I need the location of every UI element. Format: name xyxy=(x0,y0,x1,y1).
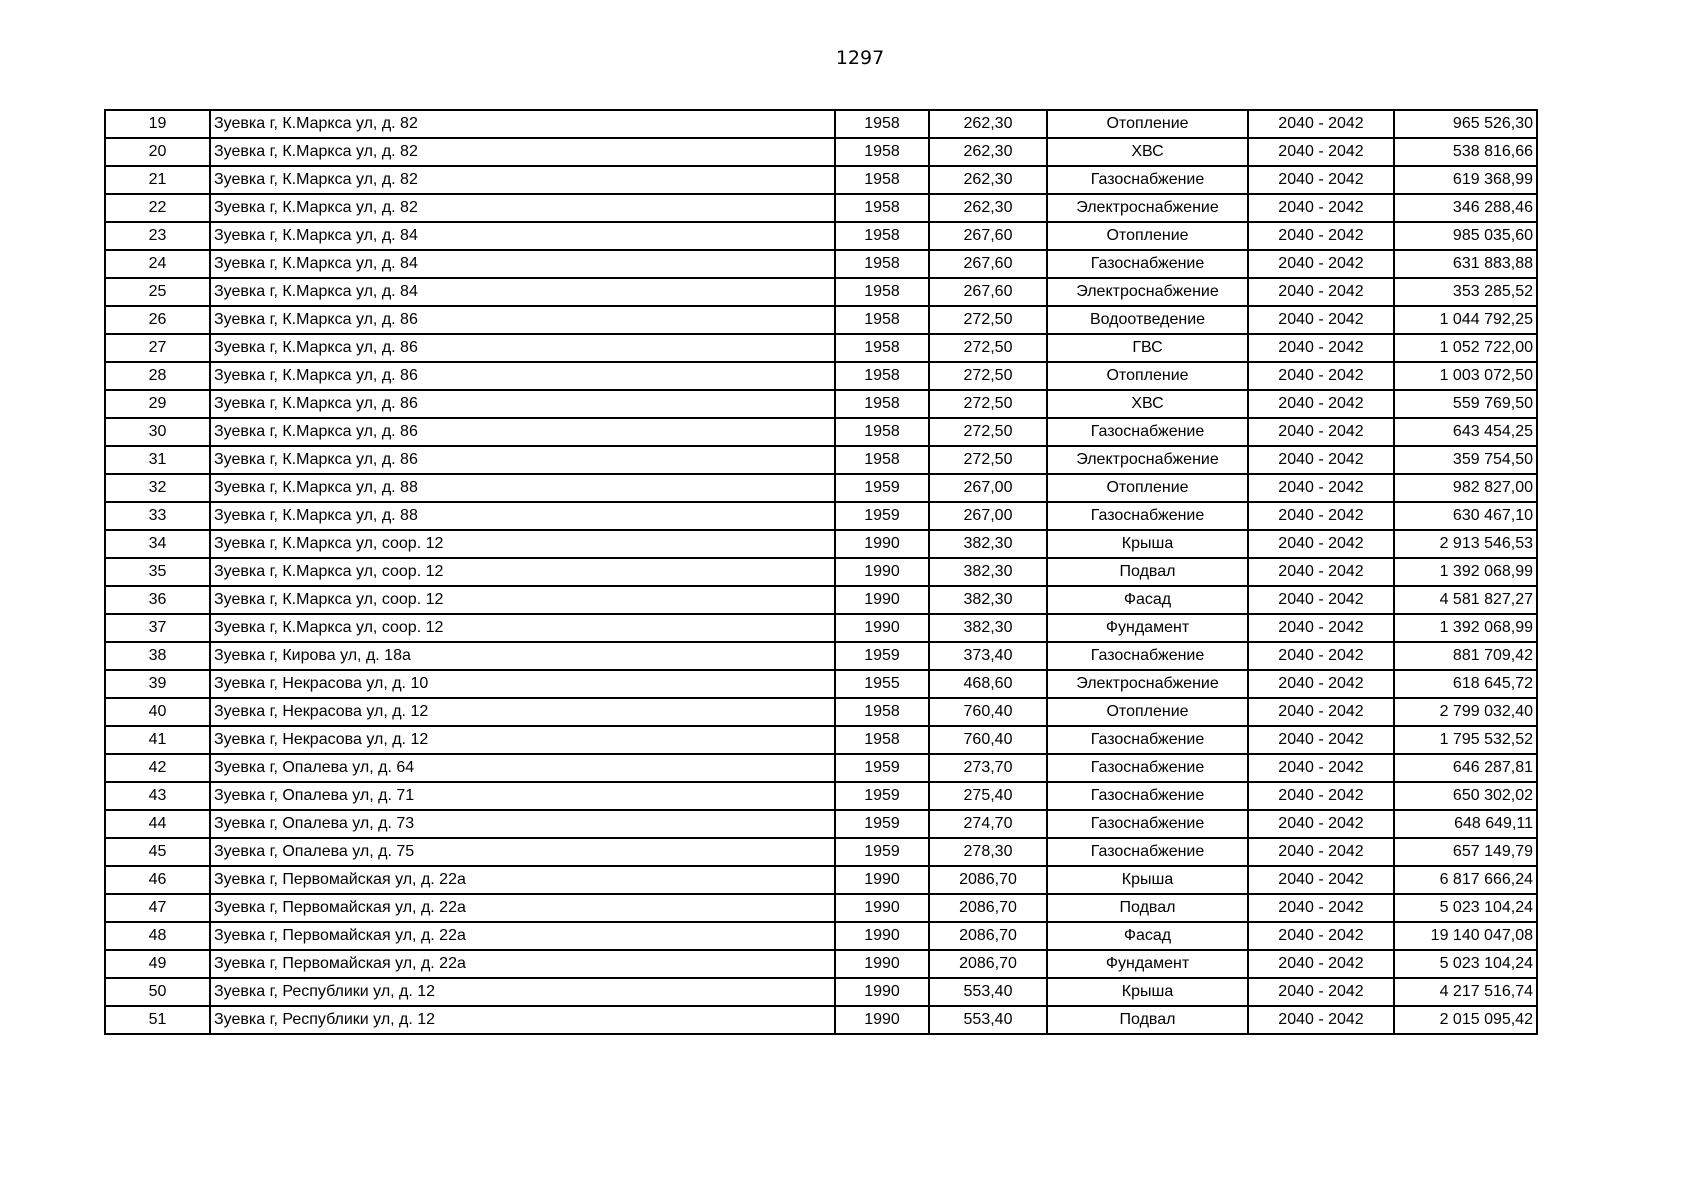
row-number-cell: 20 xyxy=(105,138,210,166)
address-cell: Зуевка г, К.Маркса ул, соор. 12 xyxy=(210,614,835,642)
row-number-cell: 32 xyxy=(105,474,210,502)
row-number-cell: 22 xyxy=(105,194,210,222)
cost-cell: 4 581 827,27 xyxy=(1394,586,1537,614)
work-type-cell: Газоснабжение xyxy=(1047,782,1248,810)
row-number-cell: 43 xyxy=(105,782,210,810)
table-row xyxy=(105,698,1537,726)
area-cell: 272,50 xyxy=(929,334,1047,362)
area-cell: 267,60 xyxy=(929,222,1047,250)
cost-cell: 618 645,72 xyxy=(1394,670,1537,698)
area-cell: 2086,70 xyxy=(929,866,1047,894)
build-year-cell: 1990 xyxy=(835,586,929,614)
work-type-cell: Электроснабжение xyxy=(1047,446,1248,474)
cost-cell: 353 285,52 xyxy=(1394,278,1537,306)
table-body xyxy=(105,110,1537,1034)
period-cell: 2040 - 2042 xyxy=(1248,418,1394,446)
area-cell: 382,30 xyxy=(929,558,1047,586)
work-type-cell: Газоснабжение xyxy=(1047,166,1248,194)
period-cell: 2040 - 2042 xyxy=(1248,894,1394,922)
period-cell: 2040 - 2042 xyxy=(1248,1006,1394,1034)
table-row xyxy=(105,530,1537,558)
address-cell: Зуевка г, К.Маркса ул, д. 88 xyxy=(210,474,835,502)
row-number-cell: 33 xyxy=(105,502,210,530)
work-type-cell: Газоснабжение xyxy=(1047,642,1248,670)
table-row xyxy=(105,418,1537,446)
work-type-cell: ГВС xyxy=(1047,334,1248,362)
row-number-cell: 35 xyxy=(105,558,210,586)
cost-cell: 5 023 104,24 xyxy=(1394,950,1537,978)
address-cell: Зуевка г, К.Маркса ул, д. 86 xyxy=(210,306,835,334)
row-number-cell: 26 xyxy=(105,306,210,334)
build-year-cell: 1990 xyxy=(835,614,929,642)
table-row xyxy=(105,614,1537,642)
area-cell: 2086,70 xyxy=(929,894,1047,922)
address-cell: Зуевка г, К.Маркса ул, д. 86 xyxy=(210,418,835,446)
period-cell: 2040 - 2042 xyxy=(1248,334,1394,362)
area-cell: 262,30 xyxy=(929,138,1047,166)
period-cell: 2040 - 2042 xyxy=(1248,390,1394,418)
area-cell: 272,50 xyxy=(929,306,1047,334)
table-row xyxy=(105,950,1537,978)
row-number-cell: 19 xyxy=(105,110,210,138)
address-cell: Зуевка г, К.Маркса ул, д. 82 xyxy=(210,194,835,222)
page-number: 1297 xyxy=(835,47,885,69)
period-cell: 2040 - 2042 xyxy=(1248,446,1394,474)
cost-cell: 657 149,79 xyxy=(1394,838,1537,866)
area-cell: 262,30 xyxy=(929,110,1047,138)
period-cell: 2040 - 2042 xyxy=(1248,950,1394,978)
area-cell: 373,40 xyxy=(929,642,1047,670)
table-row xyxy=(105,978,1537,1006)
cost-cell: 630 467,10 xyxy=(1394,502,1537,530)
row-number-cell: 47 xyxy=(105,894,210,922)
build-year-cell: 1958 xyxy=(835,390,929,418)
build-year-cell: 1958 xyxy=(835,278,929,306)
build-year-cell: 1958 xyxy=(835,222,929,250)
period-cell: 2040 - 2042 xyxy=(1248,754,1394,782)
build-year-cell: 1990 xyxy=(835,866,929,894)
address-cell: Зуевка г, Республики ул, д. 12 xyxy=(210,1006,835,1034)
period-cell: 2040 - 2042 xyxy=(1248,866,1394,894)
area-cell: 262,30 xyxy=(929,194,1047,222)
row-number-cell: 37 xyxy=(105,614,210,642)
cost-cell: 1 795 532,52 xyxy=(1394,726,1537,754)
row-number-cell: 28 xyxy=(105,362,210,390)
period-cell: 2040 - 2042 xyxy=(1248,222,1394,250)
area-cell: 382,30 xyxy=(929,586,1047,614)
address-cell: Зуевка г, К.Маркса ул, д. 82 xyxy=(210,138,835,166)
area-cell: 382,30 xyxy=(929,530,1047,558)
table-row xyxy=(105,558,1537,586)
work-type-cell: Отопление xyxy=(1047,110,1248,138)
table-row xyxy=(105,586,1537,614)
area-cell: 262,30 xyxy=(929,166,1047,194)
address-cell: Зуевка г, К.Маркса ул, соор. 12 xyxy=(210,586,835,614)
table-row xyxy=(105,446,1537,474)
row-number-cell: 31 xyxy=(105,446,210,474)
table-row xyxy=(105,754,1537,782)
cost-cell: 538 816,66 xyxy=(1394,138,1537,166)
build-year-cell: 1959 xyxy=(835,838,929,866)
address-cell: Зуевка г, Опалева ул, д. 64 xyxy=(210,754,835,782)
cost-cell: 965 526,30 xyxy=(1394,110,1537,138)
table-row xyxy=(105,894,1537,922)
area-cell: 760,40 xyxy=(929,726,1047,754)
period-cell: 2040 - 2042 xyxy=(1248,362,1394,390)
address-cell: Зуевка г, Первомайская ул, д. 22а xyxy=(210,950,835,978)
area-cell: 272,50 xyxy=(929,390,1047,418)
repair-schedule-table xyxy=(104,109,1538,1035)
build-year-cell: 1955 xyxy=(835,670,929,698)
area-cell: 267,00 xyxy=(929,474,1047,502)
build-year-cell: 1958 xyxy=(835,446,929,474)
work-type-cell: Фасад xyxy=(1047,586,1248,614)
row-number-cell: 50 xyxy=(105,978,210,1006)
period-cell: 2040 - 2042 xyxy=(1248,838,1394,866)
address-cell: Зуевка г, Некрасова ул, д. 10 xyxy=(210,670,835,698)
row-number-cell: 48 xyxy=(105,922,210,950)
build-year-cell: 1990 xyxy=(835,978,929,1006)
table-row xyxy=(105,306,1537,334)
area-cell: 275,40 xyxy=(929,782,1047,810)
period-cell: 2040 - 2042 xyxy=(1248,530,1394,558)
cost-cell: 982 827,00 xyxy=(1394,474,1537,502)
area-cell: 468,60 xyxy=(929,670,1047,698)
period-cell: 2040 - 2042 xyxy=(1248,558,1394,586)
build-year-cell: 1990 xyxy=(835,950,929,978)
table-row xyxy=(105,1006,1537,1034)
cost-cell: 2 913 546,53 xyxy=(1394,530,1537,558)
period-cell: 2040 - 2042 xyxy=(1248,502,1394,530)
cost-cell: 1 052 722,00 xyxy=(1394,334,1537,362)
work-type-cell: Крыша xyxy=(1047,530,1248,558)
build-year-cell: 1958 xyxy=(835,334,929,362)
table-row xyxy=(105,334,1537,362)
address-cell: Зуевка г, К.Маркса ул, д. 82 xyxy=(210,110,835,138)
table-row xyxy=(105,362,1537,390)
area-cell: 382,30 xyxy=(929,614,1047,642)
area-cell: 553,40 xyxy=(929,1006,1047,1034)
build-year-cell: 1959 xyxy=(835,754,929,782)
cost-cell: 559 769,50 xyxy=(1394,390,1537,418)
cost-cell: 1 392 068,99 xyxy=(1394,614,1537,642)
table-row xyxy=(105,222,1537,250)
period-cell: 2040 - 2042 xyxy=(1248,194,1394,222)
period-cell: 2040 - 2042 xyxy=(1248,138,1394,166)
build-year-cell: 1958 xyxy=(835,138,929,166)
cost-cell: 650 302,02 xyxy=(1394,782,1537,810)
table-row xyxy=(105,138,1537,166)
work-type-cell: Отопление xyxy=(1047,474,1248,502)
table-row xyxy=(105,194,1537,222)
area-cell: 273,70 xyxy=(929,754,1047,782)
row-number-cell: 38 xyxy=(105,642,210,670)
row-number-cell: 44 xyxy=(105,810,210,838)
row-number-cell: 21 xyxy=(105,166,210,194)
work-type-cell: ХВС xyxy=(1047,390,1248,418)
address-cell: Зуевка г, К.Маркса ул, д. 86 xyxy=(210,390,835,418)
work-type-cell: Газоснабжение xyxy=(1047,754,1248,782)
address-cell: Зуевка г, Республики ул, д. 12 xyxy=(210,978,835,1006)
work-type-cell: Отопление xyxy=(1047,222,1248,250)
table-row xyxy=(105,502,1537,530)
period-cell: 2040 - 2042 xyxy=(1248,614,1394,642)
table-row xyxy=(105,110,1537,138)
work-type-cell: Подвал xyxy=(1047,558,1248,586)
area-cell: 278,30 xyxy=(929,838,1047,866)
work-type-cell: Газоснабжение xyxy=(1047,838,1248,866)
work-type-cell: Газоснабжение xyxy=(1047,250,1248,278)
address-cell: Зуевка г, Кирова ул, д. 18а xyxy=(210,642,835,670)
work-type-cell: Крыша xyxy=(1047,978,1248,1006)
work-type-cell: Электроснабжение xyxy=(1047,278,1248,306)
cost-cell: 346 288,46 xyxy=(1394,194,1537,222)
work-type-cell: Подвал xyxy=(1047,894,1248,922)
build-year-cell: 1959 xyxy=(835,782,929,810)
area-cell: 2086,70 xyxy=(929,922,1047,950)
table-row xyxy=(105,166,1537,194)
address-cell: Зуевка г, Первомайская ул, д. 22а xyxy=(210,894,835,922)
row-number-cell: 34 xyxy=(105,530,210,558)
table-row xyxy=(105,250,1537,278)
cost-cell: 6 817 666,24 xyxy=(1394,866,1537,894)
work-type-cell: Водоотведение xyxy=(1047,306,1248,334)
address-cell: Зуевка г, К.Маркса ул, д. 84 xyxy=(210,278,835,306)
build-year-cell: 1958 xyxy=(835,698,929,726)
area-cell: 760,40 xyxy=(929,698,1047,726)
build-year-cell: 1959 xyxy=(835,502,929,530)
address-cell: Зуевка г, К.Маркса ул, д. 82 xyxy=(210,166,835,194)
cost-cell: 2 015 095,42 xyxy=(1394,1006,1537,1034)
cost-cell: 646 287,81 xyxy=(1394,754,1537,782)
table-row xyxy=(105,922,1537,950)
cost-cell: 1 003 072,50 xyxy=(1394,362,1537,390)
row-number-cell: 24 xyxy=(105,250,210,278)
work-type-cell: Фундамент xyxy=(1047,614,1248,642)
row-number-cell: 49 xyxy=(105,950,210,978)
row-number-cell: 42 xyxy=(105,754,210,782)
area-cell: 553,40 xyxy=(929,978,1047,1006)
table-row xyxy=(105,866,1537,894)
address-cell: Зуевка г, К.Маркса ул, д. 84 xyxy=(210,222,835,250)
build-year-cell: 1958 xyxy=(835,418,929,446)
build-year-cell: 1990 xyxy=(835,558,929,586)
cost-cell: 19 140 047,08 xyxy=(1394,922,1537,950)
build-year-cell: 1990 xyxy=(835,1006,929,1034)
row-number-cell: 46 xyxy=(105,866,210,894)
address-cell: Зуевка г, Опалева ул, д. 71 xyxy=(210,782,835,810)
row-number-cell: 36 xyxy=(105,586,210,614)
cost-cell: 643 454,25 xyxy=(1394,418,1537,446)
build-year-cell: 1958 xyxy=(835,194,929,222)
work-type-cell: Отопление xyxy=(1047,362,1248,390)
period-cell: 2040 - 2042 xyxy=(1248,782,1394,810)
address-cell: Зуевка г, Первомайская ул, д. 22а xyxy=(210,922,835,950)
work-type-cell: Электроснабжение xyxy=(1047,670,1248,698)
period-cell: 2040 - 2042 xyxy=(1248,922,1394,950)
period-cell: 2040 - 2042 xyxy=(1248,810,1394,838)
table-row xyxy=(105,726,1537,754)
build-year-cell: 1958 xyxy=(835,306,929,334)
period-cell: 2040 - 2042 xyxy=(1248,474,1394,502)
row-number-cell: 45 xyxy=(105,838,210,866)
area-cell: 274,70 xyxy=(929,810,1047,838)
build-year-cell: 1990 xyxy=(835,894,929,922)
row-number-cell: 51 xyxy=(105,1006,210,1034)
address-cell: Зуевка г, Некрасова ул, д. 12 xyxy=(210,698,835,726)
period-cell: 2040 - 2042 xyxy=(1248,278,1394,306)
row-number-cell: 40 xyxy=(105,698,210,726)
cost-cell: 631 883,88 xyxy=(1394,250,1537,278)
work-type-cell: Газоснабжение xyxy=(1047,810,1248,838)
address-cell: Зуевка г, К.Маркса ул, соор. 12 xyxy=(210,530,835,558)
row-number-cell: 23 xyxy=(105,222,210,250)
build-year-cell: 1958 xyxy=(835,166,929,194)
area-cell: 267,60 xyxy=(929,250,1047,278)
build-year-cell: 1958 xyxy=(835,726,929,754)
row-number-cell: 29 xyxy=(105,390,210,418)
address-cell: Зуевка г, К.Маркса ул, соор. 12 xyxy=(210,558,835,586)
work-type-cell: Электроснабжение xyxy=(1047,194,1248,222)
build-year-cell: 1958 xyxy=(835,110,929,138)
address-cell: Зуевка г, Некрасова ул, д. 12 xyxy=(210,726,835,754)
cost-cell: 5 023 104,24 xyxy=(1394,894,1537,922)
cost-cell: 985 035,60 xyxy=(1394,222,1537,250)
work-type-cell: Крыша xyxy=(1047,866,1248,894)
period-cell: 2040 - 2042 xyxy=(1248,110,1394,138)
area-cell: 267,60 xyxy=(929,278,1047,306)
row-number-cell: 27 xyxy=(105,334,210,362)
work-type-cell: Фундамент xyxy=(1047,950,1248,978)
address-cell: Зуевка г, К.Маркса ул, д. 86 xyxy=(210,334,835,362)
work-type-cell: Газоснабжение xyxy=(1047,418,1248,446)
row-number-cell: 30 xyxy=(105,418,210,446)
period-cell: 2040 - 2042 xyxy=(1248,978,1394,1006)
work-type-cell: Подвал xyxy=(1047,1006,1248,1034)
build-year-cell: 1959 xyxy=(835,642,929,670)
build-year-cell: 1959 xyxy=(835,810,929,838)
cost-cell: 1 044 792,25 xyxy=(1394,306,1537,334)
row-number-cell: 39 xyxy=(105,670,210,698)
period-cell: 2040 - 2042 xyxy=(1248,250,1394,278)
cost-cell: 4 217 516,74 xyxy=(1394,978,1537,1006)
build-year-cell: 1959 xyxy=(835,474,929,502)
build-year-cell: 1990 xyxy=(835,922,929,950)
table-row xyxy=(105,782,1537,810)
address-cell: Зуевка г, Опалева ул, д. 75 xyxy=(210,838,835,866)
table-row xyxy=(105,670,1537,698)
address-cell: Зуевка г, К.Маркса ул, д. 86 xyxy=(210,362,835,390)
build-year-cell: 1958 xyxy=(835,250,929,278)
period-cell: 2040 - 2042 xyxy=(1248,726,1394,754)
table-row xyxy=(105,278,1537,306)
cost-cell: 648 649,11 xyxy=(1394,810,1537,838)
work-type-cell: Газоснабжение xyxy=(1047,502,1248,530)
period-cell: 2040 - 2042 xyxy=(1248,166,1394,194)
address-cell: Зуевка г, К.Маркса ул, д. 86 xyxy=(210,446,835,474)
area-cell: 272,50 xyxy=(929,362,1047,390)
work-type-cell: Отопление xyxy=(1047,698,1248,726)
address-cell: Зуевка г, К.Маркса ул, д. 88 xyxy=(210,502,835,530)
address-cell: Зуевка г, Первомайская ул, д. 22а xyxy=(210,866,835,894)
table-row xyxy=(105,474,1537,502)
row-number-cell: 41 xyxy=(105,726,210,754)
build-year-cell: 1990 xyxy=(835,530,929,558)
work-type-cell: Газоснабжение xyxy=(1047,726,1248,754)
period-cell: 2040 - 2042 xyxy=(1248,586,1394,614)
cost-cell: 1 392 068,99 xyxy=(1394,558,1537,586)
area-cell: 2086,70 xyxy=(929,950,1047,978)
area-cell: 272,50 xyxy=(929,418,1047,446)
cost-cell: 619 368,99 xyxy=(1394,166,1537,194)
period-cell: 2040 - 2042 xyxy=(1248,306,1394,334)
table-row xyxy=(105,838,1537,866)
row-number-cell: 25 xyxy=(105,278,210,306)
build-year-cell: 1958 xyxy=(835,362,929,390)
cost-cell: 881 709,42 xyxy=(1394,642,1537,670)
period-cell: 2040 - 2042 xyxy=(1248,698,1394,726)
area-cell: 272,50 xyxy=(929,446,1047,474)
work-type-cell: ХВС xyxy=(1047,138,1248,166)
table-row xyxy=(105,390,1537,418)
period-cell: 2040 - 2042 xyxy=(1248,670,1394,698)
area-cell: 267,00 xyxy=(929,502,1047,530)
table-row xyxy=(105,642,1537,670)
cost-cell: 2 799 032,40 xyxy=(1394,698,1537,726)
period-cell: 2040 - 2042 xyxy=(1248,642,1394,670)
work-type-cell: Фасад xyxy=(1047,922,1248,950)
table-row xyxy=(105,810,1537,838)
address-cell: Зуевка г, К.Маркса ул, д. 84 xyxy=(210,250,835,278)
cost-cell: 359 754,50 xyxy=(1394,446,1537,474)
address-cell: Зуевка г, Опалева ул, д. 73 xyxy=(210,810,835,838)
